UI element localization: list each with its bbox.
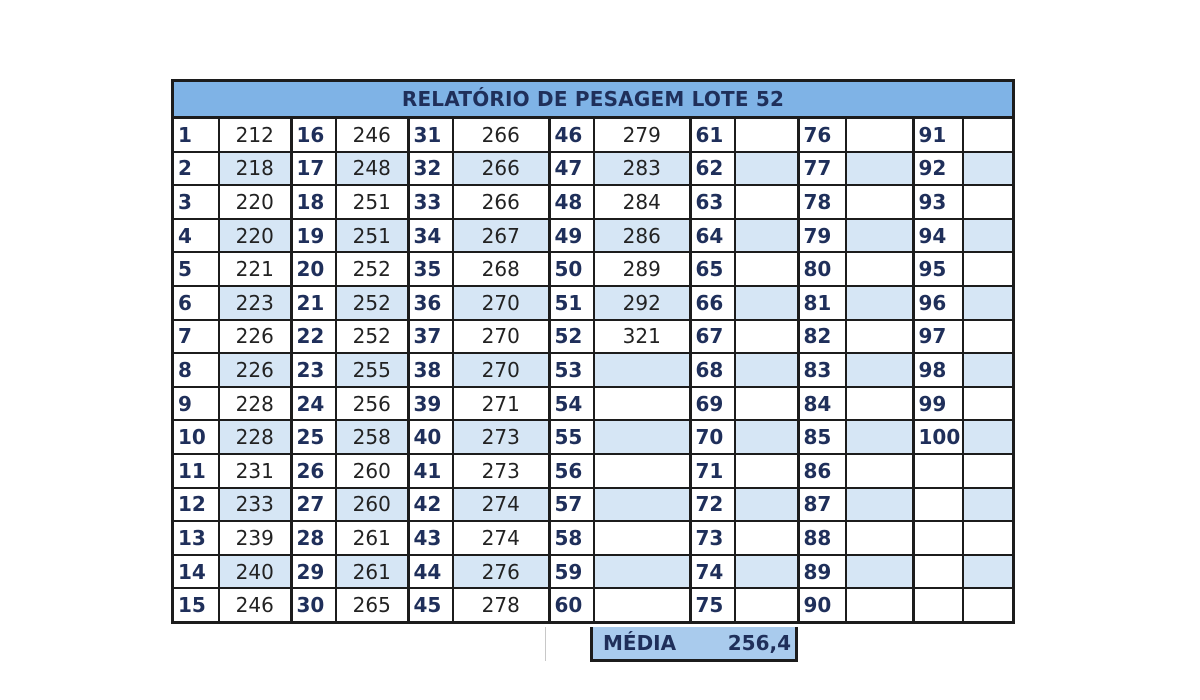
- weight-cell: [735, 521, 798, 555]
- animal-number-cell: 41: [408, 454, 453, 488]
- weight-cell: 256: [336, 387, 408, 421]
- weight-cell: 228: [219, 387, 291, 421]
- animal-number-cell: 25: [291, 420, 336, 454]
- weight-cell: 279: [594, 119, 690, 152]
- column-separator: [545, 627, 546, 661]
- animal-number-cell: [913, 488, 963, 522]
- weight-cell: [846, 219, 913, 253]
- animal-number-cell: 43: [408, 521, 453, 555]
- weight-cell: [735, 488, 798, 522]
- animal-number-cell: 49: [549, 219, 594, 253]
- weighing-report-sheet: [171, 79, 1015, 624]
- table-row: [174, 454, 1012, 488]
- weight-cell: 268: [453, 252, 549, 286]
- weight-cell: 260: [336, 488, 408, 522]
- animal-number-cell: 30: [291, 588, 336, 621]
- weight-cell: 266: [453, 152, 549, 186]
- weight-cell: 266: [453, 119, 549, 152]
- weight-cell: 278: [453, 588, 549, 621]
- animal-number-cell: [913, 454, 963, 488]
- weight-cell: [594, 521, 690, 555]
- weight-cell: [735, 152, 798, 186]
- weight-cell: 220: [219, 185, 291, 219]
- animal-number-cell: 33: [408, 185, 453, 219]
- weight-cell: 223: [219, 286, 291, 320]
- animal-number-cell: 66: [690, 286, 735, 320]
- table-row: [174, 387, 1012, 421]
- weight-cell: 261: [336, 555, 408, 589]
- average-value: 256,4: [727, 631, 791, 655]
- weight-cell: [846, 252, 913, 286]
- weight-cell: [963, 454, 1012, 488]
- weight-cell: [846, 185, 913, 219]
- weight-cell: 221: [219, 252, 291, 286]
- weight-cell: [594, 420, 690, 454]
- table-row: [174, 152, 1012, 186]
- weight-cell: 226: [219, 320, 291, 354]
- report-title: RELATÓRIO DE PESAGEM LOTE 52: [174, 82, 1012, 119]
- weight-cell: [963, 488, 1012, 522]
- weight-cell: [963, 286, 1012, 320]
- weight-cell: [846, 555, 913, 589]
- animal-number-cell: [913, 521, 963, 555]
- animal-number-cell: 82: [798, 320, 846, 354]
- weight-cell: 261: [336, 521, 408, 555]
- animal-number-cell: 84: [798, 387, 846, 421]
- animal-number-cell: 89: [798, 555, 846, 589]
- weighing-table: [174, 119, 1012, 621]
- weight-cell: 258: [336, 420, 408, 454]
- animal-number-cell: 74: [690, 555, 735, 589]
- weight-cell: [735, 387, 798, 421]
- weight-cell: [846, 387, 913, 421]
- animal-number-cell: 36: [408, 286, 453, 320]
- animal-number-cell: 45: [408, 588, 453, 621]
- animal-number-cell: 83: [798, 353, 846, 387]
- animal-number-cell: 86: [798, 454, 846, 488]
- weight-cell: [735, 185, 798, 219]
- weight-cell: [735, 353, 798, 387]
- animal-number-cell: 72: [690, 488, 735, 522]
- weight-cell: [594, 555, 690, 589]
- table-row: [174, 119, 1012, 152]
- weight-cell: [846, 588, 913, 621]
- weight-cell: [963, 420, 1012, 454]
- weight-cell: 270: [453, 320, 549, 354]
- weight-cell: 251: [336, 219, 408, 253]
- animal-number-cell: 64: [690, 219, 735, 253]
- weight-cell: [735, 320, 798, 354]
- weight-cell: 273: [453, 454, 549, 488]
- weight-cell: [963, 320, 1012, 354]
- animal-number-cell: 51: [549, 286, 594, 320]
- weight-cell: 283: [594, 152, 690, 186]
- weight-cell: [963, 353, 1012, 387]
- animal-number-cell: 57: [549, 488, 594, 522]
- animal-number-cell: 16: [291, 119, 336, 152]
- table-row: [174, 521, 1012, 555]
- weight-cell: [846, 353, 913, 387]
- weight-cell: [735, 454, 798, 488]
- animal-number-cell: 32: [408, 152, 453, 186]
- weight-cell: 240: [219, 555, 291, 589]
- weight-cell: 266: [453, 185, 549, 219]
- weight-cell: [846, 286, 913, 320]
- table-row: [174, 420, 1012, 454]
- weight-cell: 246: [219, 588, 291, 621]
- weight-cell: [963, 152, 1012, 186]
- animal-number-cell: 56: [549, 454, 594, 488]
- weight-cell: 286: [594, 219, 690, 253]
- weight-cell: 265: [336, 588, 408, 621]
- animal-number-cell: 27: [291, 488, 336, 522]
- weight-cell: 228: [219, 420, 291, 454]
- weight-cell: 321: [594, 320, 690, 354]
- animal-number-cell: 39: [408, 387, 453, 421]
- weight-cell: [963, 588, 1012, 621]
- weight-cell: [735, 252, 798, 286]
- weight-cell: 239: [219, 521, 291, 555]
- animal-number-cell: 4: [174, 219, 219, 253]
- animal-number-cell: 17: [291, 152, 336, 186]
- animal-number-cell: 68: [690, 353, 735, 387]
- animal-number-cell: 2: [174, 152, 219, 186]
- weight-cell: 218: [219, 152, 291, 186]
- animal-number-cell: 100: [913, 420, 963, 454]
- weight-cell: 252: [336, 286, 408, 320]
- animal-number-cell: 87: [798, 488, 846, 522]
- animal-number-cell: 22: [291, 320, 336, 354]
- animal-number-cell: 73: [690, 521, 735, 555]
- animal-number-cell: 15: [174, 588, 219, 621]
- table-row: [174, 286, 1012, 320]
- weight-cell: [735, 420, 798, 454]
- weight-cell: [963, 119, 1012, 152]
- weight-cell: [735, 286, 798, 320]
- weight-cell: [846, 521, 913, 555]
- weight-cell: [594, 488, 690, 522]
- weight-cell: 226: [219, 353, 291, 387]
- animal-number-cell: 75: [690, 588, 735, 621]
- weight-cell: 255: [336, 353, 408, 387]
- weight-cell: [846, 420, 913, 454]
- animal-number-cell: 48: [549, 185, 594, 219]
- animal-number-cell: 55: [549, 420, 594, 454]
- weight-cell: 273: [453, 420, 549, 454]
- table-row: [174, 588, 1012, 621]
- animal-number-cell: 12: [174, 488, 219, 522]
- weight-cell: 270: [453, 286, 549, 320]
- animal-number-cell: 79: [798, 219, 846, 253]
- weight-cell: 231: [219, 454, 291, 488]
- animal-number-cell: 90: [798, 588, 846, 621]
- animal-number-cell: 59: [549, 555, 594, 589]
- animal-number-cell: 62: [690, 152, 735, 186]
- animal-number-cell: 28: [291, 521, 336, 555]
- weight-cell: [594, 353, 690, 387]
- weight-cell: [963, 387, 1012, 421]
- weight-cell: 267: [453, 219, 549, 253]
- weight-cell: [963, 555, 1012, 589]
- weight-cell: 212: [219, 119, 291, 152]
- animal-number-cell: 65: [690, 252, 735, 286]
- weight-cell: [963, 521, 1012, 555]
- animal-number-cell: 26: [291, 454, 336, 488]
- animal-number-cell: 80: [798, 252, 846, 286]
- animal-number-cell: 14: [174, 555, 219, 589]
- animal-number-cell: 35: [408, 252, 453, 286]
- animal-number-cell: 1: [174, 119, 219, 152]
- table-row: [174, 488, 1012, 522]
- animal-number-cell: 11: [174, 454, 219, 488]
- weight-cell: 252: [336, 252, 408, 286]
- animal-number-cell: 3: [174, 185, 219, 219]
- weight-cell: 292: [594, 286, 690, 320]
- animal-number-cell: 46: [549, 119, 594, 152]
- weight-cell: [846, 152, 913, 186]
- animal-number-cell: 37: [408, 320, 453, 354]
- weight-cell: [846, 488, 913, 522]
- animal-number-cell: 93: [913, 185, 963, 219]
- animal-number-cell: 44: [408, 555, 453, 589]
- weight-cell: 270: [453, 353, 549, 387]
- animal-number-cell: 18: [291, 185, 336, 219]
- weight-cell: [735, 588, 798, 621]
- weight-cell: [735, 219, 798, 253]
- weight-cell: [846, 119, 913, 152]
- animal-number-cell: 69: [690, 387, 735, 421]
- animal-number-cell: 63: [690, 185, 735, 219]
- animal-number-cell: [913, 555, 963, 589]
- animal-number-cell: 77: [798, 152, 846, 186]
- animal-number-cell: 71: [690, 454, 735, 488]
- weight-cell: [735, 119, 798, 152]
- animal-number-cell: 99: [913, 387, 963, 421]
- table-row: [174, 555, 1012, 589]
- animal-number-cell: 95: [913, 252, 963, 286]
- weight-cell: [846, 320, 913, 354]
- animal-number-cell: 19: [291, 219, 336, 253]
- table-row: [174, 252, 1012, 286]
- weight-cell: 274: [453, 488, 549, 522]
- weight-cell: 284: [594, 185, 690, 219]
- weight-cell: 246: [336, 119, 408, 152]
- weight-cell: 276: [453, 555, 549, 589]
- weight-cell: [594, 387, 690, 421]
- animal-number-cell: 40: [408, 420, 453, 454]
- weight-cell: 274: [453, 521, 549, 555]
- animal-number-cell: 5: [174, 252, 219, 286]
- average-box: [590, 627, 798, 662]
- animal-number-cell: 6: [174, 286, 219, 320]
- weight-cell: 260: [336, 454, 408, 488]
- animal-number-cell: 34: [408, 219, 453, 253]
- animal-number-cell: 21: [291, 286, 336, 320]
- animal-number-cell: 13: [174, 521, 219, 555]
- animal-number-cell: 78: [798, 185, 846, 219]
- animal-number-cell: 85: [798, 420, 846, 454]
- weight-cell: [594, 454, 690, 488]
- table-row: [174, 219, 1012, 253]
- weight-cell: [735, 555, 798, 589]
- weight-cell: [963, 219, 1012, 253]
- weight-cell: [594, 588, 690, 621]
- weight-cell: 289: [594, 252, 690, 286]
- animal-number-cell: 70: [690, 420, 735, 454]
- animal-number-cell: 54: [549, 387, 594, 421]
- table-row: [174, 185, 1012, 219]
- animal-number-cell: 96: [913, 286, 963, 320]
- weight-cell: 251: [336, 185, 408, 219]
- weight-cell: [846, 454, 913, 488]
- animal-number-cell: 92: [913, 152, 963, 186]
- animal-number-cell: 7: [174, 320, 219, 354]
- weight-cell: 220: [219, 219, 291, 253]
- animal-number-cell: 88: [798, 521, 846, 555]
- animal-number-cell: 50: [549, 252, 594, 286]
- animal-number-cell: 9: [174, 387, 219, 421]
- animal-number-cell: 91: [913, 119, 963, 152]
- animal-number-cell: 76: [798, 119, 846, 152]
- animal-number-cell: 47: [549, 152, 594, 186]
- animal-number-cell: 31: [408, 119, 453, 152]
- table-row: [174, 320, 1012, 354]
- animal-number-cell: 58: [549, 521, 594, 555]
- weight-cell: 271: [453, 387, 549, 421]
- weight-cell: 252: [336, 320, 408, 354]
- animal-number-cell: 20: [291, 252, 336, 286]
- weight-cell: [963, 252, 1012, 286]
- animal-number-cell: 42: [408, 488, 453, 522]
- animal-number-cell: 10: [174, 420, 219, 454]
- animal-number-cell: 53: [549, 353, 594, 387]
- weight-cell: 248: [336, 152, 408, 186]
- animal-number-cell: 29: [291, 555, 336, 589]
- average-label: MÉDIA: [603, 631, 677, 655]
- animal-number-cell: [913, 588, 963, 621]
- animal-number-cell: 24: [291, 387, 336, 421]
- animal-number-cell: 38: [408, 353, 453, 387]
- table-row: [174, 353, 1012, 387]
- animal-number-cell: 81: [798, 286, 846, 320]
- weight-cell: 233: [219, 488, 291, 522]
- animal-number-cell: 23: [291, 353, 336, 387]
- animal-number-cell: 67: [690, 320, 735, 354]
- animal-number-cell: 97: [913, 320, 963, 354]
- animal-number-cell: 61: [690, 119, 735, 152]
- animal-number-cell: 94: [913, 219, 963, 253]
- animal-number-cell: 60: [549, 588, 594, 621]
- weight-cell: [963, 185, 1012, 219]
- animal-number-cell: 8: [174, 353, 219, 387]
- animal-number-cell: 98: [913, 353, 963, 387]
- animal-number-cell: 52: [549, 320, 594, 354]
